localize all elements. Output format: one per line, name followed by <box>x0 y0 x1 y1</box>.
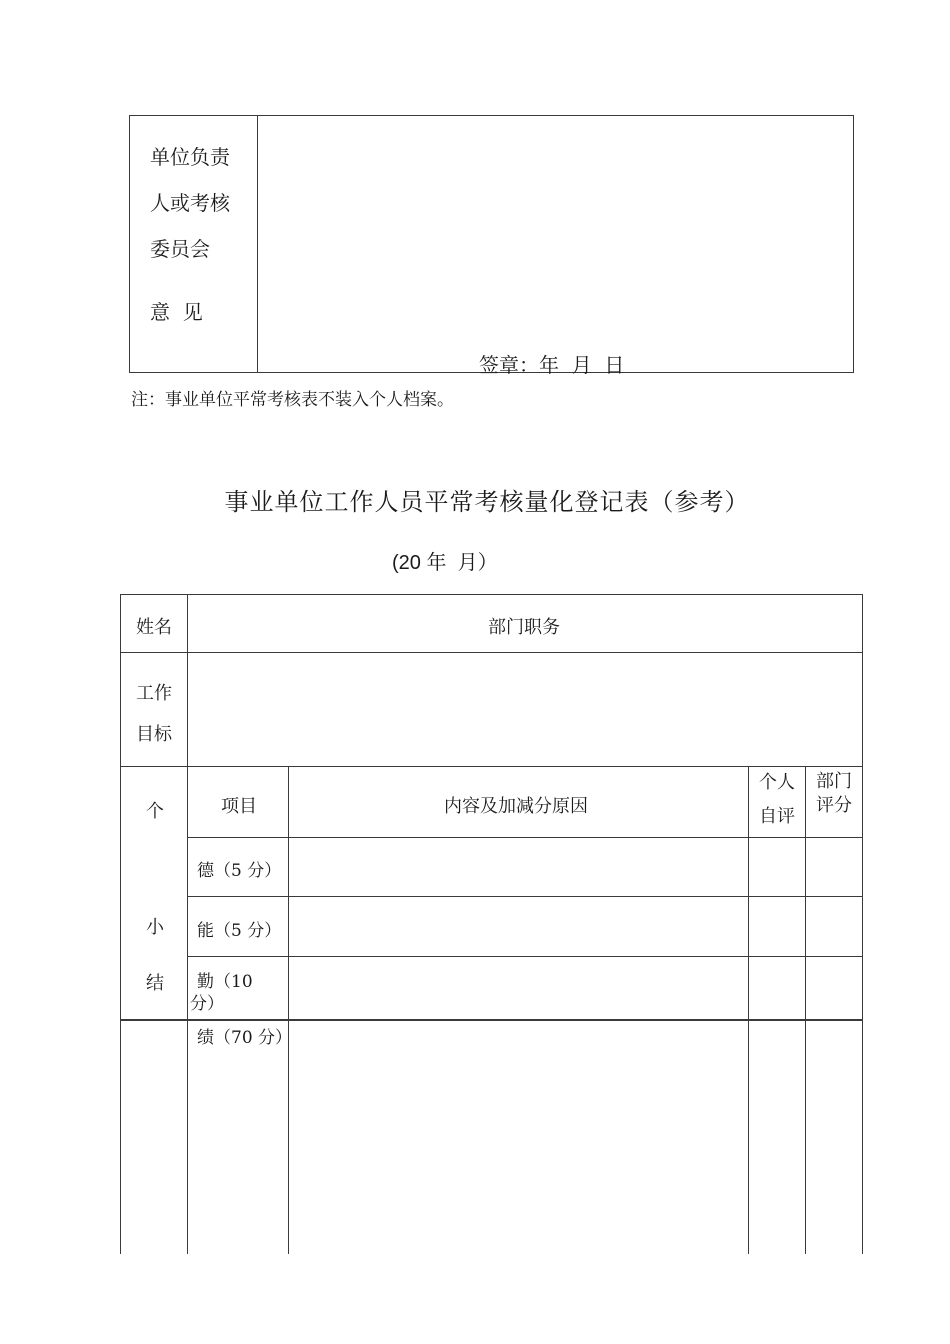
header-self-line-2: 自评 <box>759 806 795 827</box>
form-border-top <box>120 594 863 595</box>
row-label-qin-line-1: 勤（10 <box>197 972 253 992</box>
header-self-line-1: 个人 <box>759 772 795 793</box>
row-label-neng: 能（5 分） <box>197 921 282 941</box>
form-row-line-2 <box>120 766 863 767</box>
name-label: 姓名 <box>136 617 172 638</box>
table-divider <box>257 115 258 373</box>
form-period: (20 年 月） <box>392 552 498 574</box>
row-label-qin-line-2: 分） <box>190 994 224 1014</box>
goal-label-line-1: 工作 <box>136 683 172 704</box>
form-title: 事业单位工作人员平常考核量化登记表（参考） <box>224 488 750 516</box>
table-border-top <box>129 115 854 116</box>
table-border-left <box>129 115 130 373</box>
opinion-label-yijian: 意 见 <box>150 300 203 324</box>
opinion-label-line-1: 单位负责 <box>150 145 230 169</box>
side-label-xiao: 小 <box>146 917 164 938</box>
form-row-line-1 <box>120 652 863 653</box>
form-border-left <box>120 594 121 1254</box>
table-border-right <box>853 115 854 373</box>
note: 注：事业单位平常考核表不装入个人档案。 <box>131 390 454 410</box>
signature-line: 签章：年 月 日 <box>479 353 625 377</box>
header-item: 项目 <box>221 796 257 817</box>
form-col-line-2 <box>288 766 289 1254</box>
form-border-right <box>862 594 863 1254</box>
form-col-line-4 <box>805 766 806 1254</box>
header-dept-line-1: 部门 <box>816 771 852 792</box>
form-row-line-section <box>120 1019 863 1021</box>
side-label-jie: 结 <box>146 973 164 994</box>
opinion-label-line-3: 委员会 <box>150 237 210 261</box>
header-dept-line-2: 评分 <box>816 795 852 816</box>
header-content: 内容及加减分原因 <box>444 796 588 817</box>
row-label-ji: 绩（70 分） <box>197 1028 293 1048</box>
form-col-line-1 <box>187 594 188 1254</box>
row-label-de: 德（5 分） <box>197 861 282 881</box>
form-col-line-3 <box>748 766 749 1254</box>
opinion-label-line-2: 人或考核 <box>150 191 230 215</box>
dept-label: 部门职务 <box>488 617 560 638</box>
goal-label-line-2: 目标 <box>136 724 172 745</box>
side-label-ge: 个 <box>146 801 164 822</box>
